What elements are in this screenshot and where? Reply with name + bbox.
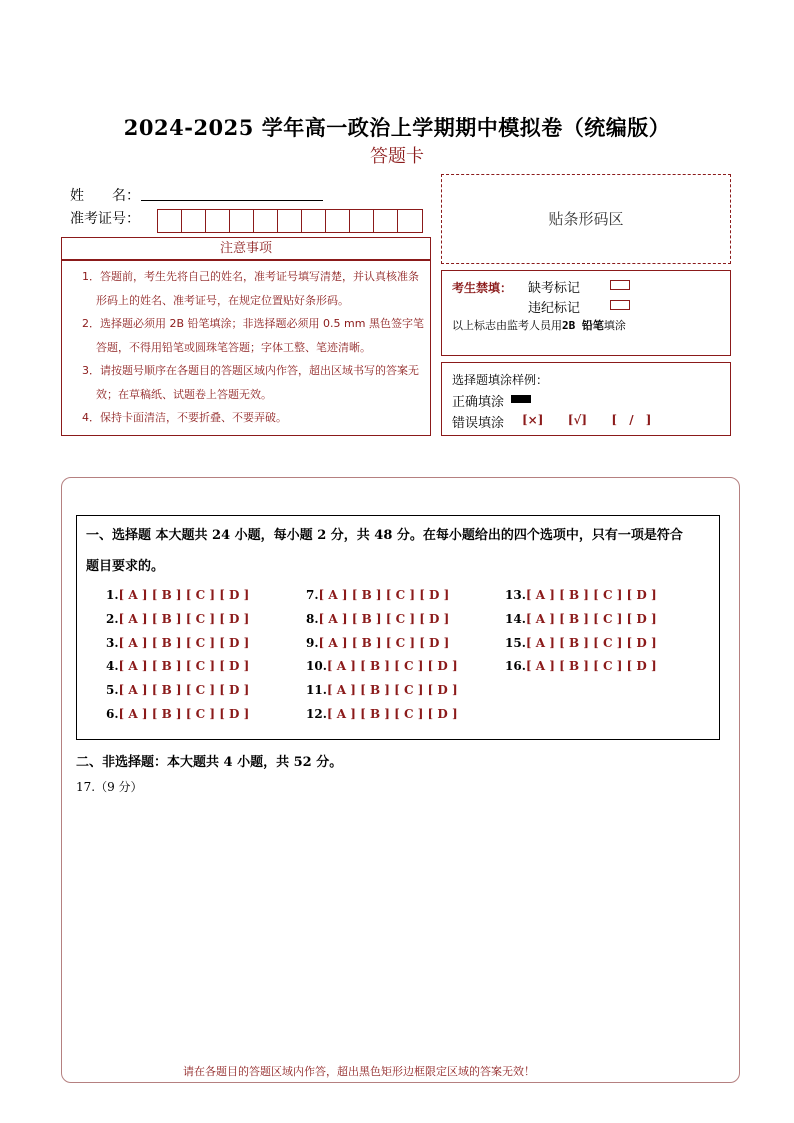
choice-section-heading: 一、选择题 本大题共 24 小题，每小题 2 分，共 48 分。在每小题给出的四个选项中，只有一项是符合 (86, 528, 683, 543)
choice-question-11[interactable]: 11.[ A ] [ B ] [ C ] [ D ] (306, 683, 458, 697)
choice-question-3[interactable]: 3.[ A ] [ B ] [ C ] [ D ] (106, 636, 250, 650)
correct-fill-sample (511, 395, 531, 403)
choice-question-7[interactable]: 7.[ A ] [ B ] [ C ] [ D ] (306, 588, 450, 602)
choice-question-5[interactable]: 5.[ A ] [ B ] [ C ] [ D ] (106, 683, 250, 697)
absent-label: 缺考标记 (528, 281, 581, 296)
choice-question-13[interactable]: 13.[ A ] [ B ] [ C ] [ D ] (505, 588, 657, 602)
notice-item: 3．请按题号顺序在各题目的答题区域内作答，超出区域书写的答案无效；在草稿纸、试题卷上答题无效。 (82, 364, 419, 401)
wrong-label: 错误填涂 (452, 416, 505, 431)
page-subtitle: 答题卡 (370, 146, 424, 167)
sample-box (441, 362, 731, 436)
id-cell[interactable] (182, 210, 206, 232)
absent-mark-box[interactable] (610, 280, 630, 290)
id-cell[interactable] (374, 210, 398, 232)
choice-question-15[interactable]: 15.[ A ] [ B ] [ C ] [ D ] (505, 636, 657, 650)
id-cell[interactable] (302, 210, 326, 232)
wrong-marks: [×] [√] [ / ] (522, 413, 652, 427)
forbidden-box (441, 270, 731, 356)
non-choice-section-heading: 二、非选择题：本大题共 4 小题，共 52 分。 (76, 755, 343, 770)
forbidden-note: 以上标志由监考人员用2B 铅笔填涂 (452, 319, 626, 332)
correct-label: 正确填涂 (452, 395, 505, 410)
choice-question-1[interactable]: 1.[ A ] [ B ] [ C ] [ D ] (106, 588, 250, 602)
choice-question-9[interactable]: 9.[ A ] [ B ] [ C ] [ D ] (306, 636, 450, 650)
notice-item: 4．保持卡面清洁，不要折叠、不要弄破。 (82, 411, 287, 424)
id-cell[interactable] (230, 210, 254, 232)
page-title: 2024-2025 学年高一政治上学期期中模拟卷（统编版） (123, 115, 671, 140)
violation-label: 违纪标记 (528, 301, 581, 316)
id-cell[interactable] (398, 210, 422, 232)
choice-question-2[interactable]: 2.[ A ] [ B ] [ C ] [ D ] (106, 612, 250, 626)
notice-item: 1．答题前，考生先将自己的姓名，准考证号填写清楚，并认真核准条形码上的姓名、准考证号，在规定位置贴好条形码。 (82, 270, 419, 307)
id-cell[interactable] (206, 210, 230, 232)
question-17-label: 17.（9 分） (76, 780, 143, 794)
notice-box (61, 260, 431, 436)
choice-question-6[interactable]: 6.[ A ] [ B ] [ C ] [ D ] (106, 707, 250, 721)
barcode-label: 贴条形码区 (548, 210, 624, 228)
notice-heading-box (61, 237, 431, 260)
name-field[interactable] (141, 186, 323, 201)
id-cell[interactable] (350, 210, 374, 232)
question-17-answer-area[interactable] (76, 800, 720, 1050)
notice-heading: 注意事项 (219, 241, 272, 256)
id-cell[interactable] (326, 210, 350, 232)
forbidden-label: 考生禁填： (452, 281, 513, 295)
choice-question-16[interactable]: 16.[ A ] [ B ] [ C ] [ D ] (505, 659, 657, 673)
choice-question-4[interactable]: 4.[ A ] [ B ] [ C ] [ D ] (106, 659, 250, 673)
id-cell[interactable] (278, 210, 302, 232)
choice-question-10[interactable]: 10.[ A ] [ B ] [ C ] [ D ] (306, 659, 458, 673)
id-number-boxes[interactable] (157, 209, 423, 233)
name-label: 姓 名： (70, 188, 140, 204)
id-label: 准考证号： (70, 211, 140, 227)
notice-item: 2．选择题必须用 2B 铅笔填涂；非选择题必须用 0.5 mm 黑色签字笔答题，不得用铅笔或圆珠笔答题；字体工整、笔迹清晰。 (82, 317, 424, 354)
violation-mark-box[interactable] (610, 300, 630, 310)
barcode-area (441, 174, 731, 264)
choice-question-14[interactable]: 14.[ A ] [ B ] [ C ] [ D ] (505, 612, 657, 626)
choice-question-12[interactable]: 12.[ A ] [ B ] [ C ] [ D ] (306, 707, 458, 721)
id-cell[interactable] (254, 210, 278, 232)
id-cell[interactable] (158, 210, 182, 232)
choice-question-8[interactable]: 8.[ A ] [ B ] [ C ] [ D ] (306, 612, 450, 626)
footer-warning: 请在各题目的答题区域内作答，超出黑色矩形边框限定区域的答案无效！ (183, 1065, 535, 1078)
sample-title: 选择题填涂样例： (452, 373, 549, 387)
choice-section-heading-cont: 题目要求的。 (86, 559, 165, 574)
